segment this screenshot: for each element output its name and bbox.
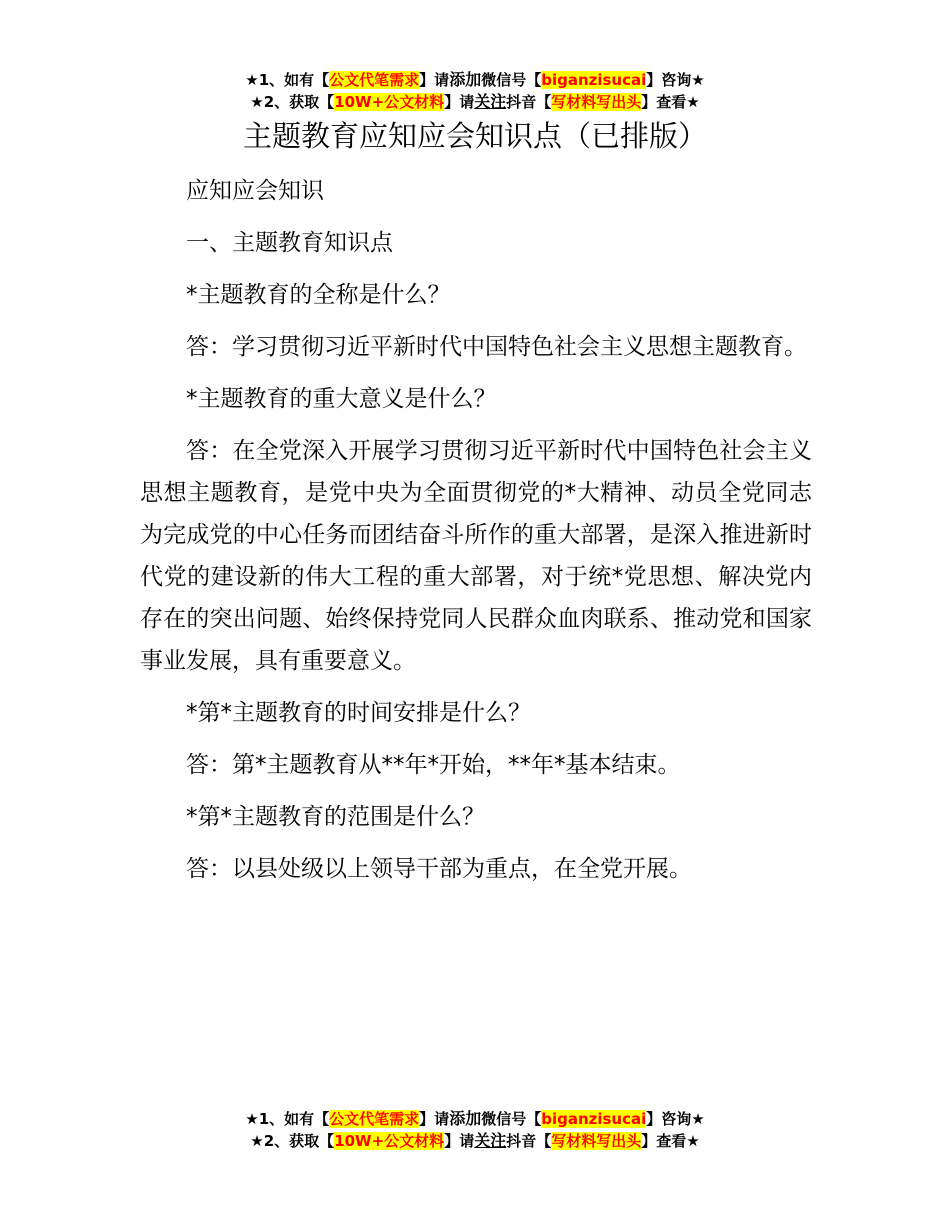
banner-line-2 xyxy=(0,1130,950,1152)
paragraph: 应知应会知识 xyxy=(186,178,324,204)
banner-line-1 xyxy=(0,69,950,91)
banner-text: 】请 xyxy=(444,93,475,111)
banner-highlight: 写材料写出头 xyxy=(551,1132,642,1150)
banner-line-1 xyxy=(0,1108,950,1130)
banner-emphasis: 关注 xyxy=(474,1131,507,1150)
banner-highlight: 公文代笔需求 xyxy=(329,1110,420,1128)
banner-text: 】咨询★ xyxy=(646,71,705,89)
document-body xyxy=(140,170,812,900)
banner-wechat-id: biganzisucai xyxy=(541,1110,647,1128)
banner-text: 】请 xyxy=(419,1110,450,1128)
paragraph: 答：以县处级以上领导干部为重点，在全党开展。 xyxy=(186,856,692,882)
banner-highlight: 10W+公文材料 xyxy=(334,93,445,111)
paragraph: 答：在全党深入开展学习贯彻习近平新时代中国特色社会主义思想主题教育，是党中央为全面贯彻党的*大精神、动员全党同志为完成党的中心任务而团结奋斗所作的重大部署，是深入推进新时代党的建设新的伟大工程的重大部署，对于统*党思想、解决党内存在的突出问题、始终保持党同人民群众血肉联系、推动党和国家事业发展，具有重要意义。 xyxy=(140,438,812,674)
document-title: 主题教育应知应会知识点（已排版） xyxy=(242,119,707,153)
paragraph: 答：学习贯彻习近平新时代中国特色社会主义思想主题教育。 xyxy=(186,334,807,360)
banner-text: 微信号【 xyxy=(481,1110,542,1128)
paragraph: *第*主题教育的时间安排是什么？ xyxy=(186,700,531,726)
footer-banner xyxy=(0,1108,950,1152)
banner-line-2 xyxy=(0,91,950,113)
banner-text: 抖音【 xyxy=(506,93,552,111)
banner-emphasis: 关注 xyxy=(474,92,507,111)
banner-highlight: 10W+公文材料 xyxy=(334,1132,445,1150)
paragraph: 一、主题教育知识点 xyxy=(186,230,393,256)
banner-highlight: 写材料写出头 xyxy=(551,93,642,111)
banner-text: 】请 xyxy=(419,71,450,89)
banner-text: 】查看★ xyxy=(641,93,700,111)
banner-wechat-id: biganzisucai xyxy=(541,71,647,89)
paragraph: 答：第*主题教育从**年*开始，**年*基本结束。 xyxy=(186,752,681,778)
banner-text: ★2、获取【 xyxy=(250,93,335,111)
banner-text: 微信号【 xyxy=(481,71,542,89)
paragraph: *第*主题教育的范围是什么？ xyxy=(186,804,485,830)
banner-highlight: 公文代笔需求 xyxy=(329,71,420,89)
banner-text: 】咨询★ xyxy=(646,1110,705,1128)
banner-text: ★2、获取【 xyxy=(250,1132,335,1150)
banner-emphasis: 添加 xyxy=(449,1109,482,1128)
banner-text: ★1、如有【 xyxy=(245,1110,330,1128)
banner-text: 抖音【 xyxy=(506,1132,552,1150)
header-banner xyxy=(0,69,950,113)
paragraph: *主题教育的全称是什么？ xyxy=(186,282,451,308)
banner-text: ★1、如有【 xyxy=(245,71,330,89)
banner-text: 】请 xyxy=(444,1132,475,1150)
banner-emphasis: 添加 xyxy=(449,70,482,89)
paragraph: *主题教育的重大意义是什么？ xyxy=(186,386,497,412)
banner-text: 】查看★ xyxy=(641,1132,700,1150)
